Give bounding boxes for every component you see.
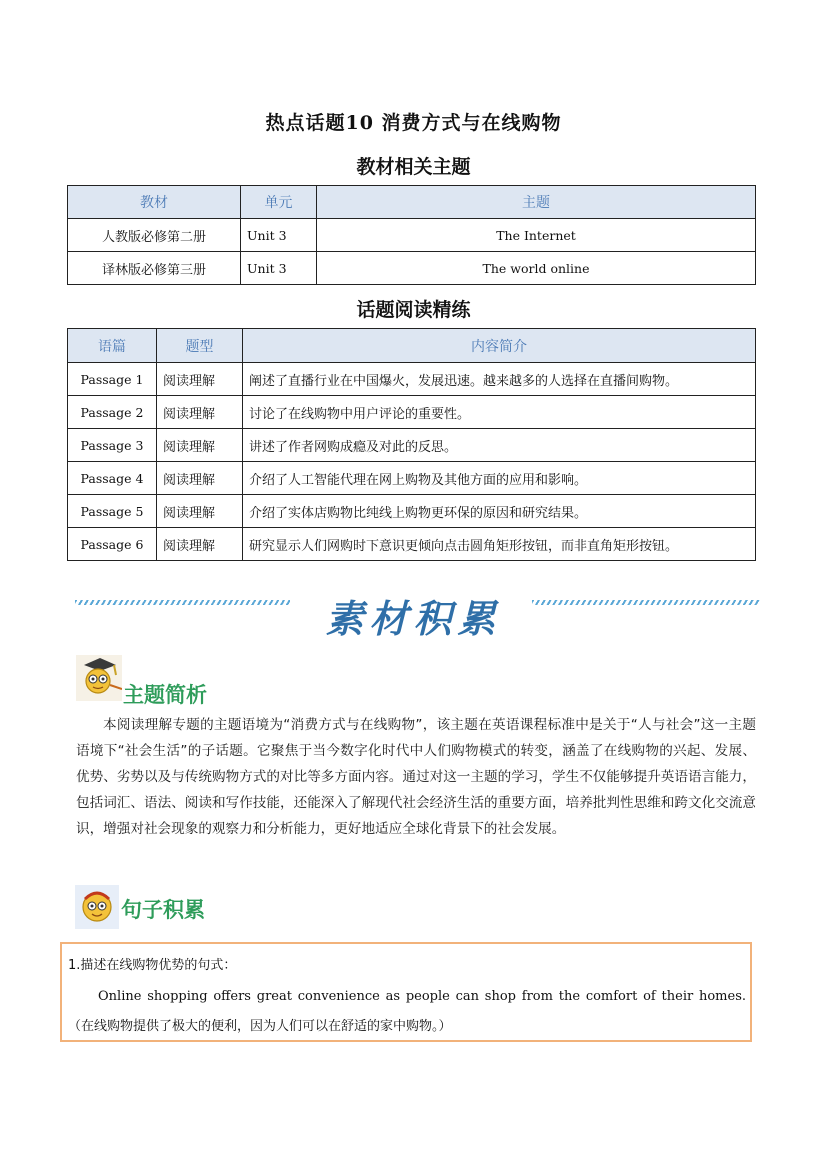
banner-divider-left (75, 600, 290, 605)
table-cell: 阅读理解 (157, 396, 243, 429)
banner-title: 素材积累 (325, 596, 502, 641)
mascot-icon (75, 885, 119, 929)
column-header: 题型 (157, 329, 243, 363)
table-row (68, 363, 756, 396)
table-row (68, 252, 756, 285)
column-header: 教材 (68, 186, 241, 219)
table-cell: 介绍了人工智能代理在网上购物及其他方面的应用和影响。 (243, 462, 756, 495)
table-row (68, 528, 756, 561)
banner-divider-right (532, 600, 760, 605)
column-header: 内容简介 (243, 329, 756, 363)
table-header-row (68, 186, 756, 219)
table-cell: Passage 5 (68, 495, 157, 528)
table-cell: 阐述了直播行业在中国爆火，发展迅速。越来越多的人选择在直播间购物。 (243, 363, 756, 396)
column-header: 语篇 (68, 329, 157, 363)
table-cell: 阅读理解 (157, 462, 243, 495)
table-cell: Passage 1 (68, 363, 157, 396)
table-cell: Passage 2 (68, 396, 157, 429)
table-cell: 人教版必修第二册 (68, 219, 241, 252)
document-title: 热点话题10 消费方式与在线购物 (265, 112, 562, 134)
table-row (68, 219, 756, 252)
table-cell: The Internet (317, 219, 756, 252)
sentences-heading: 句子积累 (121, 898, 205, 922)
column-header: 主题 (317, 186, 756, 219)
table-cell: 阅读理解 (157, 495, 243, 528)
table-cell: 介绍了实体店购物比纯线上购物更环保的原因和研究结果。 (243, 495, 756, 528)
reading-table (67, 328, 756, 561)
table-cell: 讨论了在线购物中用户评论的重要性。 (243, 396, 756, 429)
table-row (68, 495, 756, 528)
table-row (68, 462, 756, 495)
table-cell: 讲述了作者网购成瘾及对此的反思。 (243, 429, 756, 462)
textbook-section-title: 教材相关主题 (356, 156, 471, 178)
theme-analysis-heading: 主题简析 (123, 683, 207, 707)
table-cell: 阅读理解 (157, 363, 243, 396)
scholar-mascot-icon (76, 655, 122, 701)
table-cell: Passage 3 (68, 429, 157, 462)
table-cell: The world online (317, 252, 756, 285)
table-cell: Unit 3 (241, 252, 317, 285)
table-cell: Passage 4 (68, 462, 157, 495)
sentence-box (60, 942, 752, 1042)
column-header: 单元 (241, 186, 317, 219)
textbook-table (67, 185, 756, 285)
theme-analysis-paragraph: 本阅读理解专题的主题语境为“消费方式与在线购物”，该主题在英语课程标准中是关于“人与社会”这一主题语境下“社会生活”的子话题。它聚焦于当今数字化时代中人们购物模式的转变，涵盖了在线购物的兴起、发展、优势、劣势以及与传统购物方式的对比等多方面内容。通过对这一主题的学习，学生不仅能够提升英语语言能力，包括词汇、语法、阅读和写作技能，还能深入了解现代社会经济生活的重要方面，培养批判性思维和跨文化交流意识，增强对社会现象的观察力和分析能力，更好地适应全球化背景下的社会发展。 (76, 717, 756, 837)
table-cell: Unit 3 (241, 219, 317, 252)
table-row (68, 396, 756, 429)
table-cell: 译林版必修第三册 (68, 252, 241, 285)
table-cell: 研究显示人们网购时下意识更倾向点击圆角矩形按钮，而非直角矩形按钮。 (243, 528, 756, 561)
sentence-item-heading: 1.描述在线购物优势的句式： (68, 958, 237, 973)
table-cell: 阅读理解 (157, 528, 243, 561)
table-cell: Passage 6 (68, 528, 157, 561)
sentence-item-body: Online shopping offers great convenience as people can shop from the comfort of their homes. （在线购物提供了极大的便利，因为人们可以在舒适的家中购物。） (68, 989, 746, 1034)
table-row (68, 429, 756, 462)
table-cell: 阅读理解 (157, 429, 243, 462)
table-header-row (68, 329, 756, 363)
reading-section-title: 话题阅读精练 (356, 299, 471, 321)
